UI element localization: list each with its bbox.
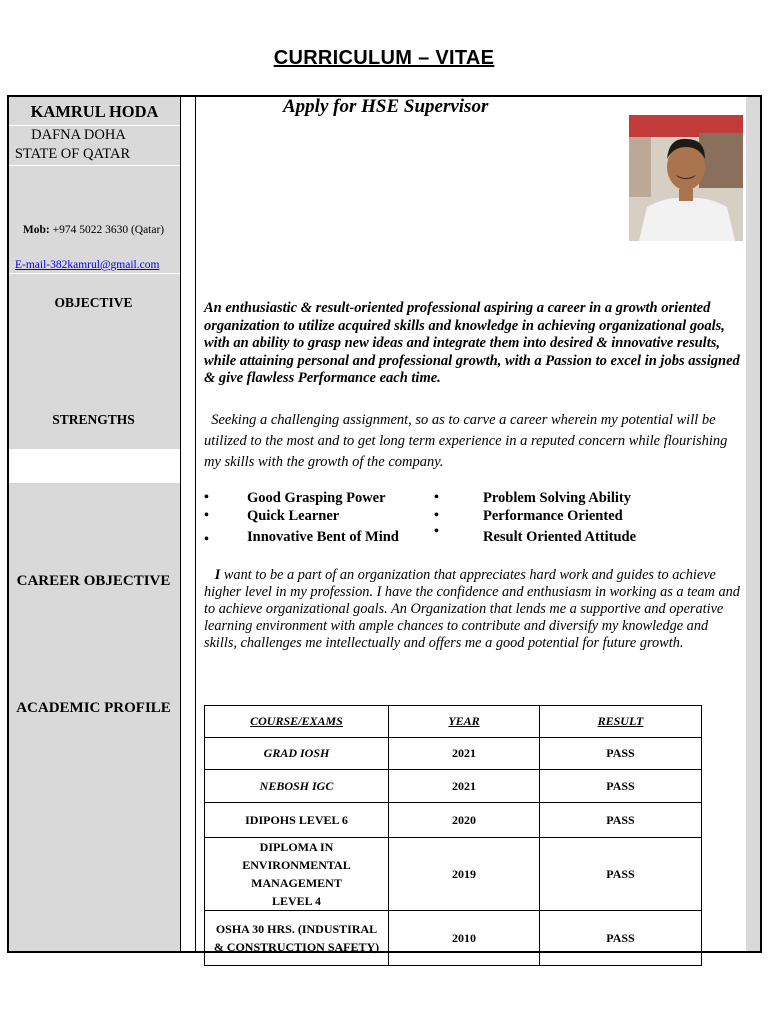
result-cell: PASS bbox=[540, 770, 702, 803]
year-cell: 2020 bbox=[389, 803, 540, 838]
sidebar-bottom-block bbox=[9, 483, 180, 951]
address-line-2: STATE OF QATAR bbox=[14, 146, 131, 162]
course-cell: OSHA 30 HRS. (INDUSTIRAL & CONSTRUCTION SAFETY) bbox=[205, 911, 389, 966]
section-label-strengths: STRENGTHS bbox=[52, 412, 135, 427]
year-cell: 2021 bbox=[389, 738, 540, 770]
sidebar-divider bbox=[9, 125, 180, 126]
strength-label: Quick Learner bbox=[247, 508, 340, 524]
result-cell: PASS bbox=[540, 911, 702, 966]
strength-label: Problem Solving Ability bbox=[483, 490, 631, 506]
result-cell: PASS bbox=[540, 738, 702, 770]
bullet-icon: • bbox=[434, 490, 439, 505]
email-link[interactable] bbox=[15, 259, 180, 271]
section-label-academic-profile: ACADEMIC PROFILE bbox=[16, 700, 171, 716]
section-label-objective: OBJECTIVE bbox=[54, 295, 133, 310]
result-cell: PASS bbox=[540, 803, 702, 838]
bullet-icon: • bbox=[434, 508, 439, 523]
table-row bbox=[205, 838, 702, 911]
bullet-icon: • bbox=[204, 532, 209, 547]
career-objective-body: want to be a part of an organization that appreciates hard work and guides to achieve higher level in my profession. I have the confidence and enthusiasm in working as a team and to achieve organizational goals. An Organization that lends me a supportive and operative learning environment with ample chances to contribute and diversify my knowledge and skills, challenges me intellectually and offers me a good potential for future growth. bbox=[204, 567, 740, 651]
course-cell: GRAD IOSH bbox=[205, 738, 389, 770]
strength-label: Good Grasping Power bbox=[247, 490, 386, 506]
course-cell: IDIPOHS LEVEL 6 bbox=[205, 803, 389, 838]
table-row bbox=[205, 738, 702, 770]
table-row bbox=[205, 803, 702, 838]
strength-label: Performance Oriented bbox=[483, 508, 623, 524]
strength-item bbox=[206, 529, 399, 546]
profile-photo bbox=[629, 115, 743, 241]
sidebar bbox=[9, 97, 180, 951]
right-margin-bar bbox=[746, 97, 760, 951]
course-cell: NEBOSH IGC bbox=[205, 770, 389, 803]
academic-table-header bbox=[205, 706, 702, 738]
candidate-name: KAMRUL HODA bbox=[30, 102, 159, 121]
header-year: YEAR bbox=[389, 706, 540, 738]
bullet-icon: • bbox=[434, 524, 439, 539]
strengths-text bbox=[204, 410, 744, 473]
strength-label: Result Oriented Attitude bbox=[483, 529, 637, 545]
objective-text: An enthusiastic & result-oriented professional aspiring a career in a growth oriented organization to utilize acquired skills and knowledge in achieving organizational goals, with an ability to grasp new ideas and integrate them into desired & innovative results, while attaining personal and professional growth, with a Passion to excel in jobs assigned & give flawless Performance each time. bbox=[204, 300, 740, 386]
year-cell: 2010 bbox=[389, 911, 540, 966]
mobile-label: Mob: bbox=[22, 224, 50, 236]
column-divider bbox=[180, 95, 181, 953]
apply-position: Apply for HSE Supervisor bbox=[283, 96, 489, 117]
strengths-text-body: Seeking a challenging assignment, so as to carve a career wherein my potential will be utilized to the most and to get long term experience in a reputed concern while flourishing my skills with the growth of the company. bbox=[204, 412, 728, 470]
email-value: 382kamrul@gmail.com bbox=[50, 259, 160, 271]
address-line-1: DAFNA DOHA bbox=[31, 127, 126, 143]
email-label: E-mail- bbox=[15, 259, 51, 271]
profile-photo-image bbox=[629, 115, 743, 241]
strength-item bbox=[206, 508, 339, 525]
result-cell: PASS bbox=[540, 838, 702, 911]
section-label-career-objective: CAREER OBJECTIVE bbox=[16, 573, 171, 589]
strength-item bbox=[206, 490, 386, 507]
bullet-icon: • bbox=[204, 490, 209, 505]
mobile-number bbox=[8, 224, 179, 236]
document-title: CURRICULUM – VITAE bbox=[273, 47, 495, 69]
career-first-letter: I bbox=[214, 567, 221, 583]
strength-item bbox=[436, 490, 631, 507]
career-objective-text bbox=[204, 567, 744, 652]
academic-table bbox=[204, 705, 702, 966]
bullet-icon: • bbox=[204, 508, 209, 523]
mobile-value: +974 5022 3630 (Qatar) bbox=[52, 224, 165, 236]
course-cell: DIPLOMA IN ENVIRONMENTAL MANAGEMENT LEVEL 4 bbox=[205, 838, 389, 911]
header-course: COURSE/EXAMS bbox=[205, 706, 389, 738]
strength-item bbox=[436, 508, 623, 525]
strength-label: Innovative Bent of Mind bbox=[247, 529, 399, 545]
table-row bbox=[205, 770, 702, 803]
sidebar-divider bbox=[9, 165, 180, 166]
table-row bbox=[205, 911, 702, 966]
sidebar-divider bbox=[9, 273, 180, 274]
year-cell: 2021 bbox=[389, 770, 540, 803]
year-cell: 2019 bbox=[389, 838, 540, 911]
header-result: RESULT bbox=[540, 706, 702, 738]
column-divider bbox=[195, 95, 196, 953]
strength-item bbox=[434, 524, 637, 546]
